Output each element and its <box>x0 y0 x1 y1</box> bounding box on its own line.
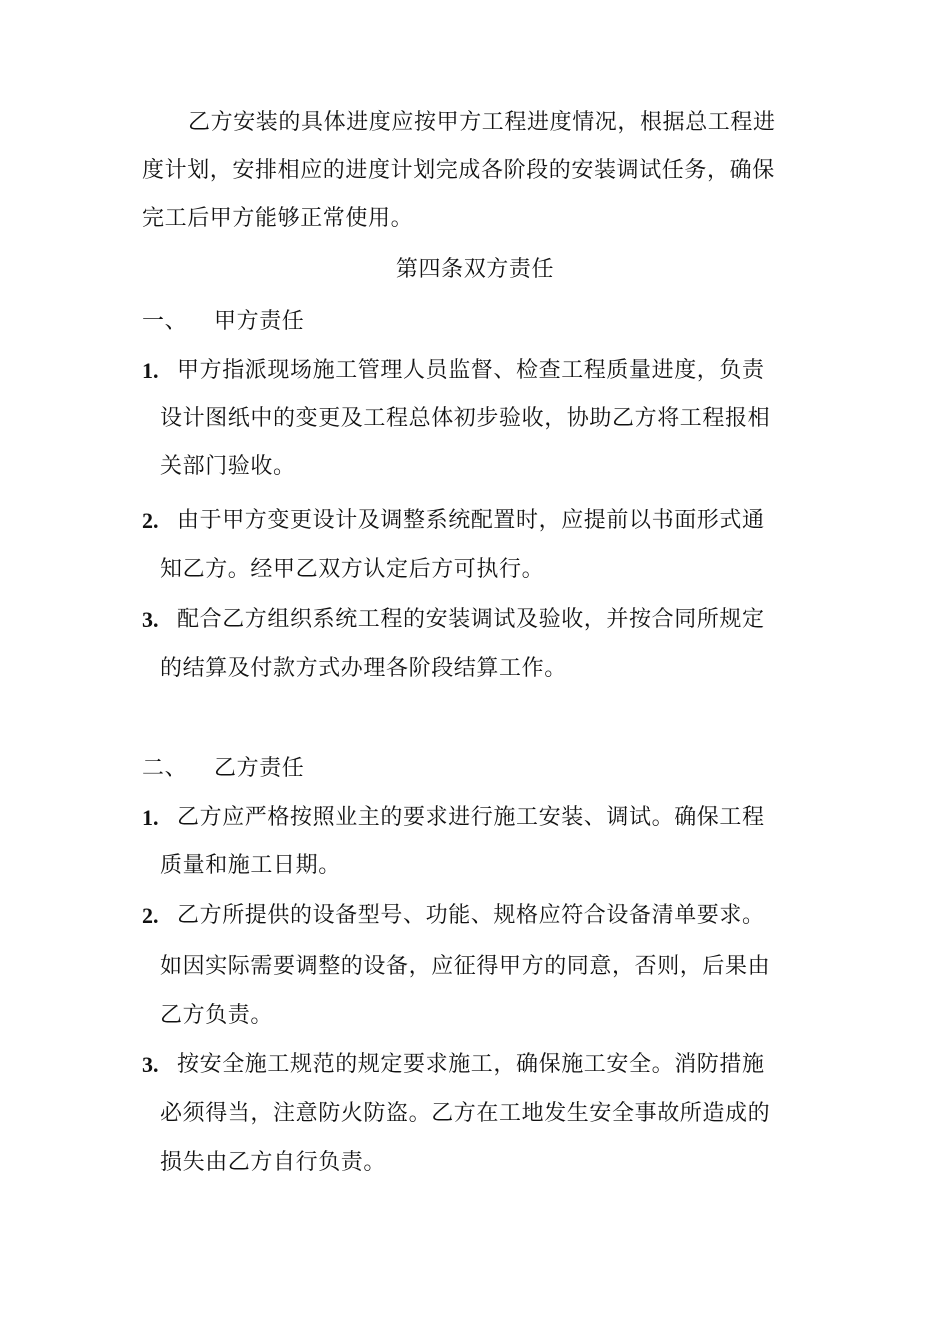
section1-item1-line-3: 关部门验收。 <box>160 454 296 479</box>
section1-item1-number: 1. <box>142 358 159 383</box>
section1-item1-line-1: 甲方指派现场施工管理人员监督、检查工程质量进度，负责 <box>177 358 765 383</box>
section1-item2-number: 2. <box>142 508 159 533</box>
intro-line-3: 完工后甲方能够正常使用。 <box>142 206 414 231</box>
section1-item2-line-1: 由于甲方变更设计及调整系统配置时，应提前以书面形式通 <box>177 508 765 533</box>
section2-item2-line-2: 如因实际需要调整的设备，应征得甲方的同意，否则，后果由 <box>160 954 771 979</box>
section1-item3-line-2: 的结算及付款方式办理各阶段结算工作。 <box>160 656 567 681</box>
section2-item1-line-2: 质量和施工日期。 <box>160 853 341 878</box>
intro-line-1: 乙方安装的具体进度应按甲方工程进度情况，根据总工程进 <box>188 110 776 135</box>
article-title: 第四条双方责任 <box>395 257 555 282</box>
section2-item2-line-3: 乙方负责。 <box>160 1003 274 1028</box>
section2-item3-line-3: 损失由乙方自行负责。 <box>160 1150 387 1175</box>
section2-item3-line-1: 按安全施工规范的规定要求施工，确保施工安全。消防措施 <box>177 1052 765 1077</box>
section2-item3-line-2: 必须得当，注意防火防盗。乙方在工地发生安全事故所造成的 <box>160 1101 771 1126</box>
section1-item3-number: 3. <box>142 607 159 632</box>
section2-item2-number: 2. <box>142 903 159 928</box>
section2-title: 乙方责任 <box>214 756 305 781</box>
section1-item1-line-2: 设计图纸中的变更及工程总体初步验收，协助乙方将工程报相 <box>160 406 771 431</box>
intro-line-2: 度计划，安排相应的进度计划完成各阶段的安装调试任务，确保 <box>142 158 775 183</box>
section2-marker: 二、 <box>142 756 188 781</box>
section2-item1-line-1: 乙方应严格按照业主的要求进行施工安装、调试。确保工程 <box>177 805 765 830</box>
section2-item3-number: 3. <box>142 1052 159 1077</box>
section2-item1-number: 1. <box>142 805 159 830</box>
section2-item2-line-1: 乙方所提供的设备型号、功能、规格应符合设备清单要求。 <box>177 903 765 928</box>
section1-marker: 一、 <box>142 309 188 334</box>
section1-item3-line-1: 配合乙方组织系统工程的安装调试及验收，并按合同所规定 <box>177 607 765 632</box>
section1-item2-line-2: 知乙方。经甲乙双方认定后方可执行。 <box>160 557 545 582</box>
section1-title: 甲方责任 <box>214 309 305 334</box>
